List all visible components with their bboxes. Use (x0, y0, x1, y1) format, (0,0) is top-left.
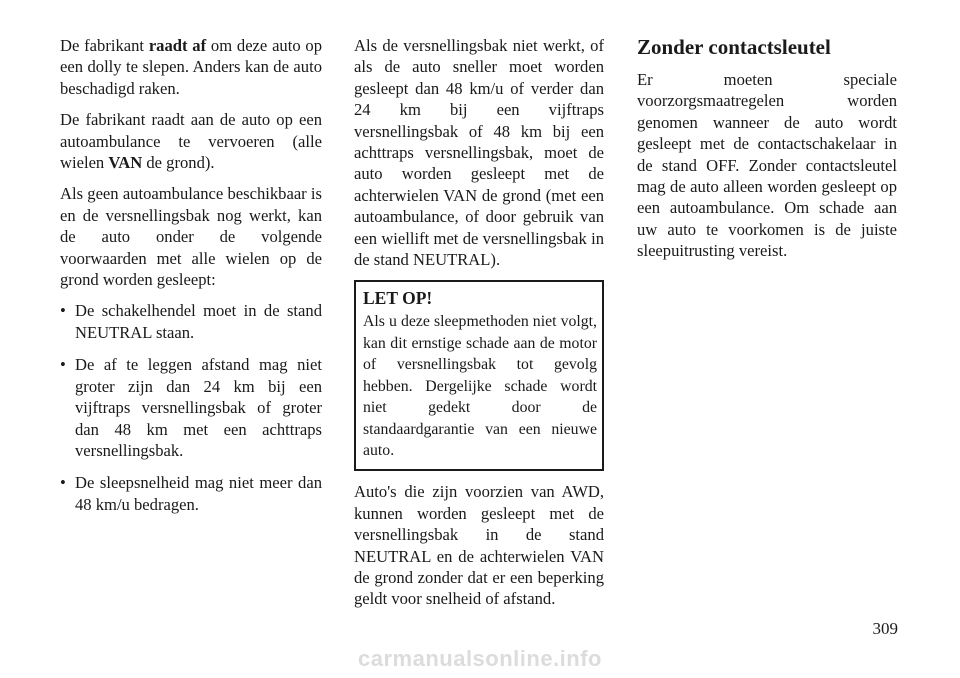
paragraph-autoambulance (60, 109, 322, 173)
bullet-icon: • (60, 473, 66, 493)
section-heading: Zonder contactsleutel (637, 35, 831, 59)
text: de grond). (142, 153, 215, 173)
column-3 (637, 35, 897, 272)
paragraph-transmission: Als de versnellingsbak niet werkt, of als de auto sneller moet worden gesleept dan 48 km/u of verder dan 24 km bij een vijftraps versnellingsbak of 48 km bij een achttraps versnellingsbak, moet de auto worden gesleept met de achterwielen VAN de grond (met een autoambulance, of door gebruik van een wiellift met de versnellingsbak in de stand NEUTRAL). (354, 36, 604, 270)
watermark: carmanualsonline.info (358, 646, 602, 671)
bullet-icon: • (60, 301, 66, 321)
text: De fabrikant raadt aan de auto op een autoambulance te vervoeren (alle wielen (60, 110, 322, 173)
paragraph-conditions: Als geen autoambulance beschikbaar is en de versnellingsbak nog werkt, kan de auto onder de volgende voorwaarden met alle wielen op de grond worden gesleept: (60, 184, 322, 290)
text: De fabrikant (60, 36, 149, 55)
bold-text: raadt af (148, 36, 207, 55)
paragraph-dolly (60, 35, 322, 99)
list-item (60, 354, 322, 461)
column-1 (60, 35, 322, 526)
text: om deze auto op een dolly te slepen. Anders kan de auto beschadigd raken. (60, 36, 323, 98)
caution-title: LET OP! (363, 288, 433, 309)
list-item-text: De schakelhendel moet in de stand NEUTRAL staan. (75, 301, 322, 342)
caution-box (354, 280, 604, 471)
conditions-list (60, 300, 322, 515)
page-number: 309 (872, 619, 898, 638)
list-item (60, 300, 322, 343)
bold-text: VAN (108, 153, 143, 173)
caution-text: Als u deze sleepmethoden niet volgt, kan dit ernstige schade aan de motor of versnellingsbak tot gevolg hebben. Dergelijke schade wordt niet gedekt door de standaardgarantie van een nieuwe auto. (363, 313, 597, 459)
column-2 (354, 35, 604, 620)
paragraph-no-key: Er moeten speciale voorzorgsmaatregelen worden genomen wanneer de auto wordt gesleept met de contactschakelaar in de stand OFF. Zonder contactsleutel mag de auto alleen worden gesleept op een autoambulance. Om schade aan uw auto te voorkomen is de juiste sleepuitrusting vereist. (637, 70, 897, 261)
bullet-icon: • (60, 355, 66, 375)
list-item-text: De af te leggen afstand mag niet groter zijn dan 24 km bij een vijftraps versnellingsbak of groter dan 48 km met een achttraps versnellingsbak. (75, 355, 322, 460)
list-item (60, 472, 322, 515)
list-item-text: De sleepsnelheid mag niet meer dan 48 km/u bedragen. (75, 473, 322, 514)
paragraph-awd: Auto's die zijn voorzien van AWD, kunnen worden gesleept met de versnellingsbak in de stand NEUTRAL en de achterwielen VAN de grond zonder dat er een beperking geldt voor snelheid of afstand. (354, 482, 604, 609)
